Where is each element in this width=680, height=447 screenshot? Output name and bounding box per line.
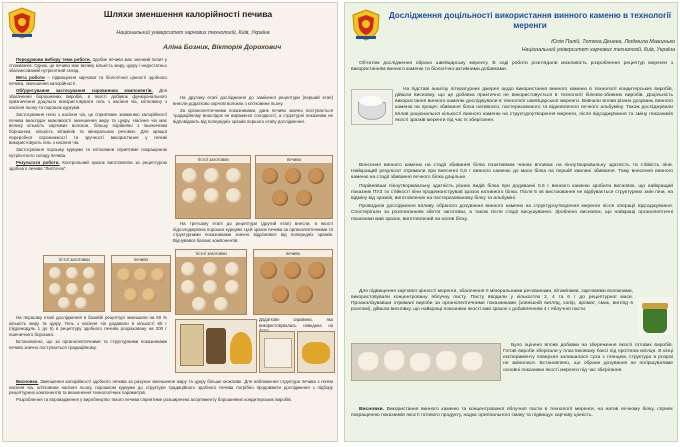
paragraph: Застосування порошку куркуми та клітковини сприятиме покращенню нутрієнтного складу печива. <box>9 147 167 158</box>
storage-text <box>503 343 673 376</box>
flax-photo <box>259 331 295 373</box>
photo-caption: тісто/ заготовки <box>176 156 250 163</box>
conclusions-text <box>9 379 333 404</box>
photo-caption: тісто/ заготовки <box>176 250 246 257</box>
cookies-photo-2 <box>255 155 333 219</box>
authors-label: Юлія Палій, Тетяна Денека, Людмила Мажинько <box>551 39 675 45</box>
keyword: Висновки. <box>359 407 385 412</box>
paragraph: Зменшення калорійності здобного печива за рахунок зменшення жиру та цукру більше можливе. Для наближення структури печива з гелем насіння чіа, клітковини насіння льону, порошком куркуми до структури традиційного здобного печива потрібно продовжити дослідження з підбору рецептурних компонентів та визначення технологічних параметрів. <box>9 379 333 396</box>
paragraph: Здобне печиво має значний попит у споживачів. Однак, це печиво має велику кількість жиру, цукру і недостатньо збалансований нутрієнтний склад. <box>9 57 168 74</box>
keyword: Результати роботи. <box>16 159 60 165</box>
ingredients-photo <box>175 319 257 373</box>
paragraph: Встановлено, що за органолептичними та структурними показниками печиво значно поступається традиційному. <box>9 339 167 350</box>
left-poster <box>2 2 338 442</box>
paragraph: Внесення винного каменю на стадії збивання білка позитивним чином впливає на піноутворювальну здатність та стійкість піни. Найкращий результат отримали при внесенні 0,5 г винного каменю до маси білка на першій хвилині збивання. Тому внесення винного каменю на стадії збивання яєчного білка доцільне. <box>351 163 673 181</box>
cookies-photo <box>111 255 171 312</box>
keyword: Обґрунтування застосування сировинних компонентів. <box>16 87 153 93</box>
results-text <box>351 163 673 225</box>
meringue-bowl-photo <box>351 89 393 125</box>
institution-label: Національний університет харчових технологій, Київ, Україна <box>116 30 270 36</box>
paragraph: Використання винного каменю та концентрованої яблучної пасти в технології меренги, на натив яєчному білку, сприяє покращенню показників якості готового продукту, надає оригінального смаку та підвищує харчову цінність. <box>351 407 673 419</box>
dough-photo-2 <box>175 155 251 219</box>
meringue-photo <box>351 343 501 381</box>
photo-caption: печиво <box>256 156 332 163</box>
right-column-text <box>173 95 333 126</box>
paragraph: Для збагачення борошняних виробів, в якості добавок функціонального призначення доцільно використовувати гель з насіння чіа, клітковину з насіння льону та порошок куркуми. <box>9 87 167 110</box>
paragraph: Для підвищення харчової цінності меренги, збагачення її мінеральними речовинами, вітамінами, харчовими волокнами, використовували концентровану яблучну пасту. Пасту вводили у кількостях 2, 4 та 6 г до рецептурної маси. Проаналізувавши отримані вироби за органолептичними показниками (зовнішній вигляд, колір, аромат, смак, вигляд в розломі), дійшли висновку, що найкращі показники якості мав зразок з добавленням 4 г яблучної пасти. <box>351 289 633 313</box>
paragraph: Було оцінено вплив добавки на збереження якості готових виробів. Готові вироби зберігали у пластиковому боксі під протягом місяця. В кінці експерименту поверхня залишалася суха з глянцем, структура в розрізі не змінилася. Встановлено, що обране дозування не погіршуватиме основні показники якості меренги під час зберігання. <box>503 343 673 373</box>
keyword: Мета роботи <box>16 75 45 81</box>
dough-photo <box>43 255 105 312</box>
paragraph: Контрольний зразок виготовляли за рецептурою здобного печива "Листочок". <box>9 159 167 171</box>
paragraph: Застосування гелю з насіння чіа, це сприятиме зниженню калорійності печива внаслідок можливості зменшення жиру та цукру. Насіння чіа має велику кількість харчових волокон, більшу порівняно з пшеничним борошном, кількість вітамінів та мінеральних речовин. Для кращої переробної спроможності та зручності використання у печиві використовують гель з насіння чіа. <box>9 111 167 146</box>
paragraph: На першому етапі дослідження в базовій рецептурі зменшили на 50 % кількість жиру та цукру. Гель з насіння чіа додавали в кількості 60 г (гідромодуль 1 до 6) в рецептуру здобного печива розраховану на 200 г пшеничного борошна. <box>9 315 167 338</box>
turmeric-photo <box>297 331 335 373</box>
paragraph: За органолептичними показниками, дане печиво значно поступається традиційному внаслідок не вираженої солодкості, а структурні показники не відповідають від попередніх зразків першого етапу дослідження. <box>173 107 333 124</box>
paragraph: Порівнявши піноутворювальну здатність різних видів білка при додаванні 0,5 г винного каменю зробили висновок, що найкращий показник ПУЗ та стійкості піни продемонстрував зразок нативного білка. Після 5 хв вистоювання не відбувається структурних змін піни, на відміну від зразків, виготовлених на пастеризованому білку та альбуміні. <box>351 183 673 201</box>
cookies-photo-3 <box>253 249 333 315</box>
university-emblem-icon <box>7 7 37 39</box>
paragraph: Проводили дослідження впливу обраного дозування винного каменю на структуроутворення меренги після операції відсаджування. Спостерігали за розплиганням збитої заготовки, а також після стадії висушування. Зроблено висновок, що найкращі органолептичні показники мав зразок, виготовлений на натив білку. <box>351 204 673 222</box>
intro-text <box>351 61 673 76</box>
paragraph: – підвищення харчової та біологічної цінності здобного печива, зменшення калорійності. <box>9 75 167 86</box>
poster-title: Дослідження доцільності використання винного каменю в технології меренги <box>388 11 672 30</box>
paragraph: На підставі аналізу літературних джерел щодо використання винного каменю в технології кондитерських виробів, дійшли висновку, що це добавка практично не використовується в технології білково-збивних виробів. Доцільність використання винного каменю досліджували в технології швейцарської меренги. Вивчали вплив різних дозувань винного каменю на процес збивання білка нативного, пастеризованого та відновленого яєчного альбуміну. Також досліджували вплив раціональної кількості винного каменю на структуроутворення меренги, після відсаджування та зміну показників якості зразків меренги під час їх зберігання. <box>395 87 673 123</box>
photo-caption: тісто/ заготовки <box>44 256 104 263</box>
paragraph: Додаткове сировина, яка використовувалась наведена на <box>259 317 333 328</box>
photo-caption: печиво <box>254 250 332 257</box>
apple-paste-jar-photo <box>637 297 673 335</box>
paragraph: Об'єктом дослідження обрано швейцарську меренгу. В ході роботи розглядали можливість розроблення рецептур меренги з використанням винного каменю та біологічно-активними добавками. <box>351 61 673 73</box>
left-column-text-2 <box>9 315 167 352</box>
keyword: Передумови вибору теми роботи. <box>16 57 91 62</box>
paragraph: Розроблення та впровадження у виробництво такого печива сприятиме розширенню асортименту борошняних кондитерських виробів. <box>16 397 292 403</box>
paragraph: На другому етапі дослідження до заміненої рецептури (перший етап) внесли додатково харчові волокна з клітковини льону. <box>173 95 333 106</box>
keyword: Висновки. <box>16 379 39 384</box>
right-column-text-2 <box>173 221 333 245</box>
apple-paste-text <box>351 289 633 316</box>
institution-label: Національний університет харчових технологій, Київ, Україна <box>521 47 675 53</box>
university-emblem-icon <box>351 9 381 41</box>
paragraph: На третьому етапі до рецептури (другий етап) внесли, в якості підсолоджувача порошок куркуми. Цей зразок печива за органолептичними та структурними показниками значно відрізнявся від попередніх зразків. Відчувався баланс компонентів. <box>173 221 333 244</box>
left-column-text <box>9 57 167 172</box>
dough-photo-3 <box>175 249 247 315</box>
poster-title: Шляхи зменшення калорійності печива <box>103 9 273 19</box>
analysis-text <box>395 87 673 126</box>
right-poster <box>344 2 678 442</box>
conclusions-text <box>351 407 673 422</box>
photo-caption: печиво <box>112 256 170 263</box>
authors-label: Аліна Бозник, Вікторія Дорохович <box>163 44 282 51</box>
